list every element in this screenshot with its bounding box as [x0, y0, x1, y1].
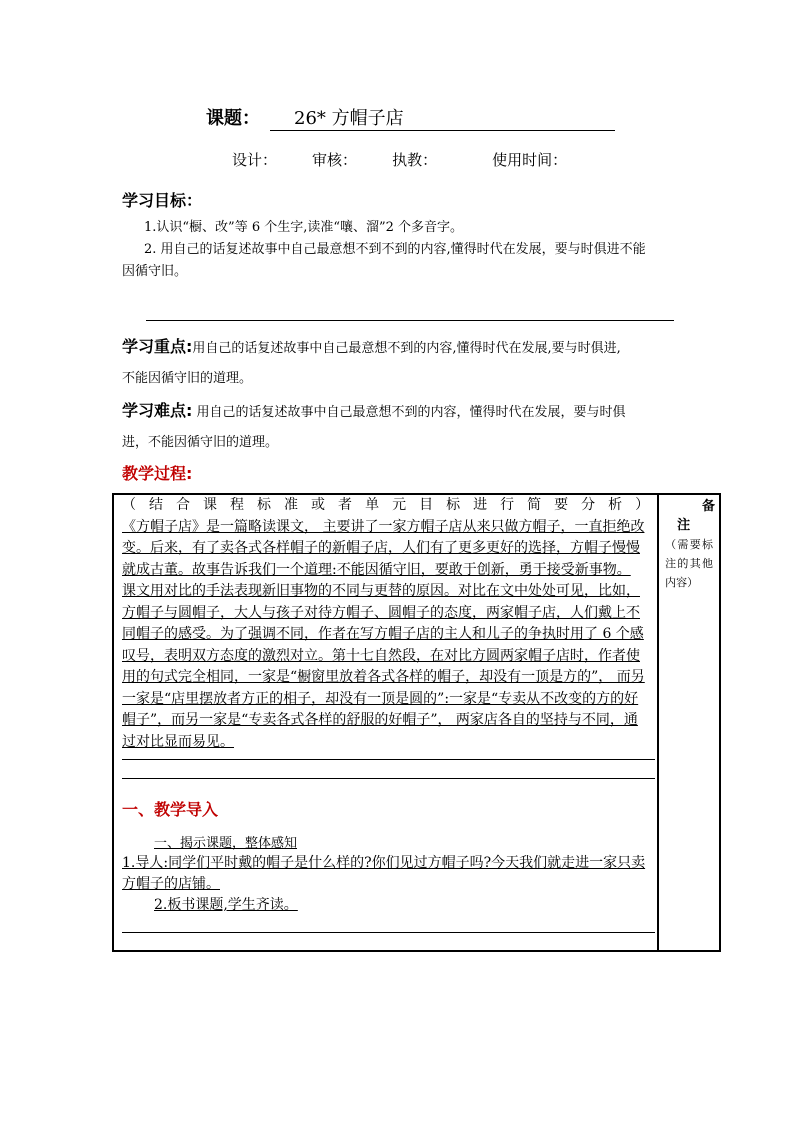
section1-subtitle: 一、揭示课题，整体感知: [154, 836, 298, 851]
meta-date: 使用时间：: [492, 151, 568, 169]
meta-teacher: 执教：: [392, 151, 438, 169]
intro-divider-1: [122, 759, 655, 760]
intro-block: [122, 495, 649, 753]
section1-divider: [122, 932, 655, 933]
goals-heading: 学习目标：: [122, 191, 203, 210]
key-point-heading: 学习重点:: [122, 337, 193, 356]
remark-cell: [658, 494, 720, 951]
divider: [146, 320, 674, 321]
intro-header: （结合课程标准或者单元目标进行简要分析）: [122, 497, 650, 513]
content-cell: [113, 494, 658, 951]
key-point: [122, 332, 682, 394]
key-point-line1: 用自己的话复述故事中自己最意想不到的内容,懂得时代在发展,要与时俱进,: [192, 341, 621, 356]
goal-item-3: 因循守旧。: [122, 264, 188, 279]
remark-block: [659, 497, 719, 592]
meta-review: 审核：: [312, 151, 358, 169]
process-heading: 教学过程:: [122, 464, 193, 483]
goals-section: [122, 188, 682, 283]
meta-line: [232, 149, 593, 170]
title-value: 26* 方帽子店: [270, 104, 615, 131]
key-point-line2: 不能因循守旧的道理。: [122, 371, 253, 386]
remark-title-2: 注: [677, 518, 691, 533]
section1-line-1: 1.导人:同学们平时戴的帽子是什么样的?你们见过方帽子吗?今天我们就走进一家只卖方帽子的店铺。: [122, 855, 646, 892]
goal-item-2: 2. 用自己的话复述故事中自己最意想不到不到的内容,懂得时代在发展，要与时俱进不能: [144, 242, 646, 257]
difficulty-line2: 进，不能因循守旧的道理。: [122, 435, 279, 450]
intro-divider-2: [122, 778, 655, 779]
section1-title: 一、教学导入: [122, 800, 219, 819]
section1-body: [122, 853, 657, 916]
goal-item-1: 1.认识“橱、改”等 6 个生字,读准“嚷、溜”2 个多音字。: [144, 220, 464, 235]
intro-paragraph-2: 课文用对比的手法表现新旧事物的不同与更替的原因。对比在文中处处可见，比如，方帽子与圆帽子，大人与孩子对待方帽子、圆帽子的态度，两家帽子店，人们戴上不同帽子的感受。为了强调不同，作者在写方帽子店的主人和儿子的争执时用了 6 个感叹号，表明双方态度的激烈对立。第十七自然段，在对比方圆两家帽子店时，作者使用的句式完全相同，一家是“橱窗里放着各式各样的帽子，却没有一顶是方的”， 而另一家是“店里摆放者方正的相子，却没有一顶是圆的”:一家是“专卖从不改变的方的好帽子”，而另一家是“专卖各式各样的舒服的好帽子”， 两家店各自的坚持与不同，通过对比显而易见。: [122, 583, 645, 750]
difficulty: [122, 396, 682, 458]
section1-line-2: 2.板书课题,学生齐读。: [154, 897, 298, 913]
lesson-table: [112, 493, 721, 952]
difficulty-line1: 用自己的话复述故事中自己最意想不到的内容，懂得时代在发展，要与时俱: [196, 405, 626, 420]
remark-note: （需要标注的其他内容）: [665, 538, 713, 589]
lesson-title: [206, 104, 615, 131]
title-label: 课题：: [206, 108, 260, 129]
intro-paragraph-1: 《方帽子店》是一篇略读课文， 主要讲了一家方帽子店从来只做方帽子，一直拒绝改变。后来，有了卖各式各样帽子的新帽子店，人们有了更多更好的选择，方帽子慢慢就成古董。故事告诉我们一个道理:不能因循守旧，要敢于创新，勇于接受新事物。: [122, 518, 645, 578]
remark-title-1: 备: [701, 499, 715, 514]
meta-design: 设计：: [232, 151, 278, 169]
difficulty-heading: 学习难点:: [122, 401, 193, 420]
